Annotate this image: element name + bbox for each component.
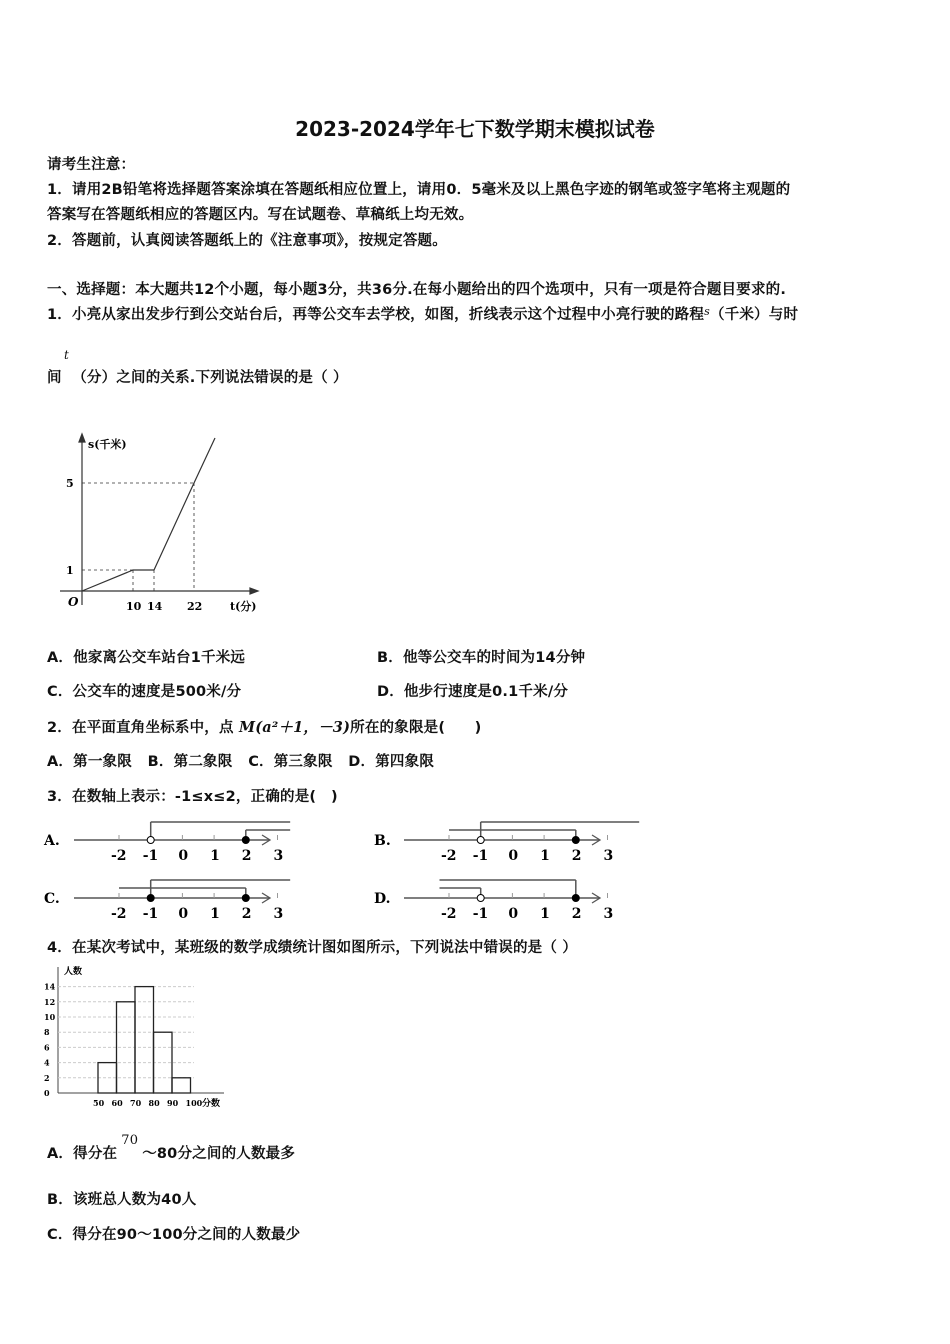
tick-label: 3	[603, 906, 614, 922]
tick-label: 1	[210, 906, 220, 922]
x-axis-label: 分数	[202, 1099, 221, 1109]
q4-stem: 4．在某次考试中，某班级的数学成绩统计图如图所示，下列说法中错误的是（ ）	[47, 940, 578, 956]
var-s: s	[704, 305, 710, 318]
option-label: C.	[44, 891, 60, 907]
y-tick-label: 4	[44, 1057, 50, 1068]
q1-option-c[interactable]: C．公交车的速度是500米/分	[47, 684, 242, 700]
option-label: D.	[374, 891, 391, 907]
q4-a-text: A．得分在	[47, 1146, 118, 1162]
tick-label: 2	[241, 906, 252, 922]
q4-histogram	[44, 962, 234, 1112]
q1-stem-2	[47, 366, 348, 387]
tick-label: -1	[142, 906, 159, 922]
x-tick-label: 90	[167, 1098, 179, 1108]
q4-option-c[interactable]: C．得分在90～100分之间的人数最少	[47, 1227, 301, 1243]
q1-option-d[interactable]: D．他步行速度是0.1千米/分	[377, 684, 569, 700]
tick-label: 3	[603, 848, 614, 864]
open-dot	[147, 837, 154, 844]
q1-option-a[interactable]: A．他家离公交车站台1千米远	[47, 650, 246, 666]
q2-option-b[interactable]: B．第二象限	[147, 754, 233, 770]
page-title: 2023-2024学年七下数学期末模拟试卷	[295, 117, 655, 141]
option-label: B.	[374, 833, 391, 849]
closed-dot	[572, 837, 579, 844]
y-tick-label: 8	[44, 1027, 50, 1038]
q1-graph	[50, 430, 280, 620]
y-tick-label: 10	[44, 1012, 56, 1022]
tick-label: -2	[441, 848, 457, 864]
x-tick-label: 50	[93, 1098, 105, 1108]
option-label: A.	[44, 833, 60, 849]
q1-text: （千米）与时	[709, 307, 799, 323]
x-tick-label: 100	[185, 1098, 203, 1108]
y-tick-label: 0	[44, 1088, 50, 1098]
tick-label: 1	[210, 848, 220, 864]
q1-stem	[47, 303, 798, 324]
tick-label: 1	[540, 906, 550, 922]
tick-label: 2	[241, 848, 252, 864]
q2-text: 所在的象限是( )	[350, 720, 482, 736]
tick-label: -1	[142, 848, 159, 864]
q1-text: 1．小亮从家出发步行到公交站台后，再等公交车去学校，如图，折线表示这个过程中小亮行驶的路程	[47, 307, 705, 323]
q1-text: （分）之间的关系.下列说法错误的是（ ）	[72, 370, 348, 386]
number-line-option-c	[44, 870, 284, 920]
y-axis-label: 人数	[64, 967, 83, 977]
q4-option-b[interactable]: B．该班总人数为40人	[47, 1192, 197, 1208]
closed-dot	[242, 895, 249, 902]
number-line-option-d	[374, 870, 614, 920]
tick-label: -1	[472, 848, 489, 864]
y-tick-label: 6	[44, 1042, 50, 1053]
tick-label: -2	[111, 848, 127, 864]
distance-line	[82, 438, 215, 591]
q2-option-d[interactable]: D．第四象限	[348, 754, 435, 770]
y-tick-label: 14	[44, 981, 56, 992]
tick-label: 3	[273, 906, 284, 922]
histogram-bar	[172, 1078, 191, 1093]
tick-label: 0	[508, 848, 519, 864]
notice-line: 答案写在答题纸相应的答题区内。写在试题卷、草稿纸上均无效。	[47, 207, 474, 223]
tick-label: 1	[540, 848, 550, 864]
x-tick: 14	[147, 600, 163, 613]
tick-label: -1	[472, 906, 489, 922]
notice-heading: 请考生注意：	[47, 157, 136, 173]
open-dot	[477, 837, 484, 844]
origin-label: O	[68, 595, 79, 609]
number-line-option-a	[44, 812, 284, 862]
x-tick: 22	[187, 600, 203, 613]
notice-line: 1．请用2B铅笔将选择题答案涂填在答题纸相应位置上，请用0．5毫米及以上黑色字迹的钢笔或签字笔将主观题的	[47, 182, 791, 198]
tick-label: 3	[273, 848, 284, 864]
tick-label: 2	[571, 848, 582, 864]
q4-option-a[interactable]	[47, 1133, 296, 1163]
tick-label: 0	[508, 906, 519, 922]
y-tick: 1	[66, 564, 74, 577]
x-tick-label: 80	[148, 1098, 160, 1108]
number-line-option-b	[374, 812, 614, 862]
tick-label: -2	[111, 906, 127, 922]
histogram-bar	[135, 987, 154, 1093]
x-tick-label: 70	[130, 1098, 142, 1108]
q1-text: 间	[47, 370, 62, 386]
q4-a-70: 70	[121, 1133, 139, 1148]
q2-stem	[47, 716, 481, 737]
closed-dot	[242, 837, 249, 844]
closed-dot	[147, 895, 154, 902]
notice-line: 2．答题前，认真阅读答题纸上的《注意事项》，按规定答题。	[47, 233, 447, 249]
x-axis-label: t(分)	[230, 600, 257, 613]
y-tick-label: 12	[44, 996, 56, 1007]
point-m: M(a²＋1，－3)	[238, 719, 351, 736]
y-axis-label: s(千米)	[88, 438, 127, 451]
y-tick: 5	[66, 477, 74, 490]
q2-text: 2．在平面直角坐标系中，点	[47, 720, 234, 736]
var-t: t	[64, 348, 69, 362]
tick-label: 0	[178, 848, 189, 864]
closed-dot	[572, 895, 579, 902]
q2-options	[47, 750, 434, 771]
q3-stem: 3．在数轴上表示：-1≤x≤2，正确的是( )	[47, 789, 338, 805]
tick-label: 2	[571, 906, 582, 922]
tick-label: -2	[441, 906, 457, 922]
q4-a-text: ～80分之间的人数最多	[142, 1146, 296, 1162]
y-tick-label: 2	[44, 1072, 50, 1083]
x-tick-label: 60	[111, 1098, 123, 1108]
open-dot	[477, 895, 484, 902]
tick-label: 0	[178, 906, 189, 922]
q1-option-b[interactable]: B．他等公交车的时间为14分钟	[377, 650, 586, 666]
q2-option-c[interactable]: C．第三象限	[248, 754, 333, 770]
x-tick: 10	[126, 600, 142, 613]
section-heading: 一、选择题：本大题共12个小题，每小题3分，共36分.在每小题给出的四个选项中，只有一项是符合题目要求的.	[47, 282, 787, 298]
q2-option-a[interactable]: A．第一象限	[47, 754, 132, 770]
